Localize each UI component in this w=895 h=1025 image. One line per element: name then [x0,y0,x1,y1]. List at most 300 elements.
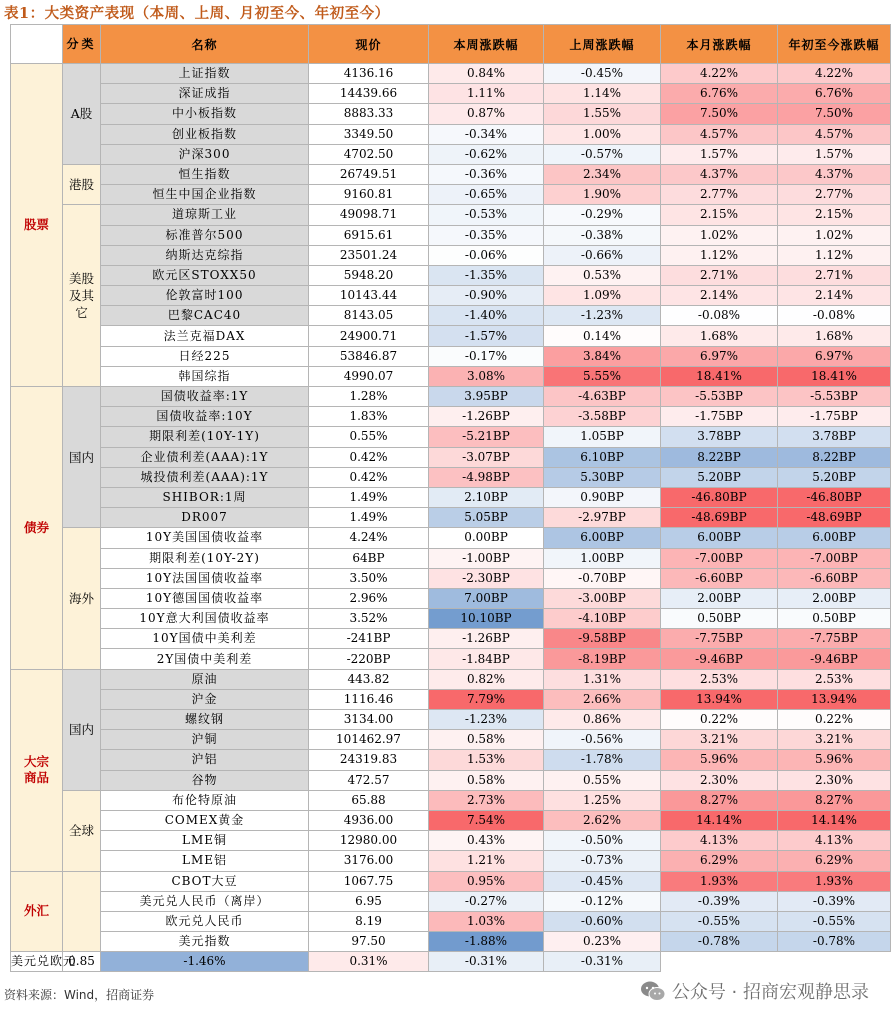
week-change: -1.57% [429,326,544,346]
lastweek-change: -2.97BP [544,508,661,528]
ytd-change: 2.77% [778,185,891,205]
asset-name: SHIBOR:1周 [101,487,309,507]
week-change: 3.08% [429,366,544,386]
ytd-change: 0.50BP [778,609,891,629]
week-change: -0.36% [429,164,544,184]
week-change: -0.90% [429,286,544,306]
asset-name: 中小板指数 [101,104,309,124]
lastweek-change: 0.53% [544,265,661,285]
month-change: 6.97% [661,346,778,366]
table-row [11,387,891,407]
ytd-change: 1.93% [778,871,891,891]
asset-price: 4936.00 [309,810,429,830]
month-change: 2.71% [661,265,778,285]
asset-price: 64BP [309,548,429,568]
lastweek-change: -0.45% [544,64,661,84]
ytd-change: 1.57% [778,144,891,164]
asset-price: 0.42% [309,467,429,487]
lastweek-change: 1.00BP [544,548,661,568]
lastweek-change: 5.30BP [544,467,661,487]
lastweek-change: 1.09% [544,286,661,306]
table-row [11,407,891,427]
ytd-change: 8.22BP [778,447,891,467]
asset-name: 螺纹钢 [101,710,309,730]
lastweek-change: 0.90BP [544,487,661,507]
ytd-change: 3.78BP [778,427,891,447]
week-change: -1.46% [101,952,309,972]
asset-price: 1067.75 [309,871,429,891]
asset-price: 12980.00 [309,831,429,851]
ytd-change: 3.21% [778,730,891,750]
ytd-change: 1.68% [778,326,891,346]
asset-name: LME铝 [101,851,309,871]
category-cell: 大宗商品 [11,669,63,871]
asset-price: 1.49% [309,508,429,528]
month-change: 2.53% [661,669,778,689]
lastweek-change: -0.29% [544,205,661,225]
month-change: -9.46BP [661,649,778,669]
month-change: 5.96% [661,750,778,770]
lastweek-change: -0.70BP [544,568,661,588]
week-change: -3.07BP [429,447,544,467]
asset-name: 10Y德国国债收益率 [101,588,309,608]
month-change: -46.80BP [661,487,778,507]
table-title: 表1：大类资产表现（本周、上周、月初至今、年初至今） [4,5,390,22]
table-row [11,265,891,285]
month-change: 2.15% [661,205,778,225]
lastweek-change: 2.62% [544,810,661,830]
lastweek-change: -0.56% [544,730,661,750]
ytd-change: 8.27% [778,790,891,810]
week-change: -1.40% [429,306,544,326]
asset-name: 布伦特原油 [101,790,309,810]
category-cell: 外汇 [11,871,63,952]
month-change: 2.14% [661,286,778,306]
asset-price: 26749.51 [309,164,429,184]
table-row [11,427,891,447]
ytd-change: 6.76% [778,84,891,104]
asset-name: 期限利差(10Y-2Y) [101,548,309,568]
asset-name: 韩国综指 [101,366,309,386]
week-change: -0.06% [429,245,544,265]
ytd-change: -48.69BP [778,508,891,528]
week-change: 0.58% [429,730,544,750]
watermark [640,978,869,1004]
asset-price: 1116.46 [309,689,429,709]
asset-name: 创业板指数 [101,124,309,144]
ytd-change: -9.46BP [778,649,891,669]
asset-name: 欧元兑人民币 [101,911,309,931]
ytd-change: -6.60BP [778,568,891,588]
asset-name: COMEX黄金 [101,810,309,830]
ytd-change: 13.94% [778,689,891,709]
asset-price: 3.52% [309,609,429,629]
asset-name: LME铜 [101,831,309,851]
lastweek-change: 0.86% [544,710,661,730]
month-change: 4.57% [661,124,778,144]
table-row [11,649,891,669]
category-cell: 债券 [11,387,63,670]
month-change: 4.13% [661,831,778,851]
table-row [11,952,891,972]
month-change: 5.20BP [661,467,778,487]
table-row [11,144,891,164]
ytd-change: -5.53BP [778,387,891,407]
ytd-change: -7.00BP [778,548,891,568]
week-change: -2.30BP [429,568,544,588]
table-row [11,629,891,649]
lastweek-change: 2.34% [544,164,661,184]
asset-name: 上证指数 [101,64,309,84]
week-change: -0.27% [429,891,544,911]
month-change: -0.78% [661,932,778,952]
asset-price: 3349.50 [309,124,429,144]
lastweek-change: -0.73% [544,851,661,871]
category-cell: 股票 [11,64,63,387]
table-row [11,871,891,891]
lastweek-change: 2.66% [544,689,661,709]
lastweek-change: -4.10BP [544,609,661,629]
ytd-change: 14.14% [778,810,891,830]
week-change: -1.26BP [429,407,544,427]
asset-name: 沪深300 [101,144,309,164]
week-change: -4.98BP [429,467,544,487]
lastweek-change: -3.00BP [544,588,661,608]
subcategory-cell: 国内 [63,669,101,790]
lastweek-change: 0.23% [544,932,661,952]
asset-price: 4.24% [309,528,429,548]
table-row [11,508,891,528]
asset-performance-table [10,24,891,972]
asset-name: 国债收益率:10Y [101,407,309,427]
month-change: -0.39% [661,891,778,911]
month-change: 2.30% [661,770,778,790]
week-change: -0.62% [429,144,544,164]
subcategory-cell: A股 [63,64,101,165]
watermark-text: 公众号 · 招商宏观静思录 [671,982,869,1003]
asset-name: 10Y法国国债收益率 [101,568,309,588]
asset-price: 65.88 [309,790,429,810]
asset-name: 法兰克福DAX [101,326,309,346]
table-row [11,790,891,810]
ytd-change: 4.37% [778,164,891,184]
ytd-change: 1.12% [778,245,891,265]
week-change: -1.84BP [429,649,544,669]
table-row [11,730,891,750]
asset-price: 0.42% [309,447,429,467]
week-change: -1.35% [429,265,544,285]
table-row [11,306,891,326]
header-ytd: 年初至今涨跌幅 [778,25,891,64]
asset-name: 巴黎CAC40 [101,306,309,326]
lastweek-change: -0.50% [544,831,661,851]
asset-name: 伦敦富时100 [101,286,309,306]
week-change: -1.23% [429,710,544,730]
month-change: -6.60BP [661,568,778,588]
month-change: 6.76% [661,84,778,104]
month-change: 6.00BP [661,528,778,548]
lastweek-change: -9.58BP [544,629,661,649]
month-change: 4.37% [661,164,778,184]
header-row [11,25,891,64]
month-change: -1.75BP [661,407,778,427]
week-change: -1.26BP [429,629,544,649]
month-change: -7.75BP [661,629,778,649]
month-change: -0.31% [429,952,544,972]
table-row [11,911,891,931]
asset-name: 道琼斯工业 [101,205,309,225]
asset-name: 美元兑人民币（离岸） [101,891,309,911]
header-lastweek: 上周涨跌幅 [544,25,661,64]
month-change: 1.57% [661,144,778,164]
asset-price: 49098.71 [309,205,429,225]
asset-price: 6915.61 [309,225,429,245]
table-row [11,326,891,346]
week-change: -1.88% [429,932,544,952]
month-change: 4.22% [661,64,778,84]
ytd-change: -1.75BP [778,407,891,427]
ytd-change: -0.39% [778,891,891,911]
asset-name: 10Y国债中美利差 [101,629,309,649]
asset-price: 472.57 [309,770,429,790]
table-row [11,528,891,548]
table-row [11,164,891,184]
week-change: 0.43% [429,831,544,851]
table-row [11,225,891,245]
asset-price: 3.50% [309,568,429,588]
asset-price: 6.95 [309,891,429,911]
subcategory-cell: 全球 [63,790,101,871]
ytd-change: -46.80BP [778,487,891,507]
table-row [11,932,891,952]
week-change: 7.79% [429,689,544,709]
table-row [11,831,891,851]
asset-price: 53846.87 [309,346,429,366]
ytd-change: 1.02% [778,225,891,245]
ytd-change: 4.57% [778,124,891,144]
asset-name: 标准普尔500 [101,225,309,245]
asset-name: 城投债利差(AAA):1Y [101,467,309,487]
asset-price: 8883.33 [309,104,429,124]
month-change: 2.00BP [661,588,778,608]
lastweek-change: 6.10BP [544,447,661,467]
week-change: -0.65% [429,185,544,205]
wechat-icon [640,980,666,1002]
month-change: 1.12% [661,245,778,265]
table-body [11,64,891,972]
asset-price: 14439.66 [309,84,429,104]
lastweek-change: 3.84% [544,346,661,366]
month-change: 7.50% [661,104,778,124]
month-change: 3.78BP [661,427,778,447]
lastweek-change: -0.38% [544,225,661,245]
week-change: 1.21% [429,851,544,871]
week-change: 10.10BP [429,609,544,629]
ytd-change: 2.30% [778,770,891,790]
ytd-change: -0.31% [544,952,661,972]
month-change: -0.55% [661,911,778,931]
lastweek-change: 1.05BP [544,427,661,447]
asset-name: 企业债利差(AAA):1Y [101,447,309,467]
month-change: 1.93% [661,871,778,891]
asset-price: 24900.71 [309,326,429,346]
lastweek-change: 1.14% [544,84,661,104]
asset-price: 5948.20 [309,265,429,285]
asset-price: 443.82 [309,669,429,689]
asset-price: 3176.00 [309,851,429,871]
week-change: 2.10BP [429,487,544,507]
asset-name: CBOT大豆 [101,871,309,891]
asset-name: 2Y国债中美利差 [101,649,309,669]
ytd-change: 6.29% [778,851,891,871]
table-row [11,286,891,306]
table-row [11,750,891,770]
ytd-change: 5.20BP [778,467,891,487]
asset-name: 恒生中国企业指数 [101,185,309,205]
table-row [11,568,891,588]
month-change: 18.41% [661,366,778,386]
asset-price: 3134.00 [309,710,429,730]
table-row [11,710,891,730]
ytd-change: 4.22% [778,64,891,84]
lastweek-change: 6.00BP [544,528,661,548]
month-change: 13.94% [661,689,778,709]
asset-name: 美元兑欧元 [11,952,63,972]
asset-name: 10Y美国国债收益率 [101,528,309,548]
week-change: 0.87% [429,104,544,124]
asset-price: 97.50 [309,932,429,952]
table-row [11,810,891,830]
asset-name: 欧元区STOXX50 [101,265,309,285]
asset-name: 美元指数 [101,932,309,952]
table-row [11,104,891,124]
asset-name: 沪金 [101,689,309,709]
lastweek-change: 0.55% [544,770,661,790]
table-row [11,891,891,911]
table-row [11,124,891,144]
week-change: -0.17% [429,346,544,366]
month-change: 6.29% [661,851,778,871]
lastweek-change: 1.31% [544,669,661,689]
lastweek-change: -0.60% [544,911,661,931]
week-change: 3.95BP [429,387,544,407]
week-change: -5.21BP [429,427,544,447]
asset-price: 8143.05 [309,306,429,326]
source-note: 资料来源：Wind，招商证券 [4,988,155,1002]
table-row [11,84,891,104]
table-row [11,346,891,366]
header-month: 本月涨跌幅 [661,25,778,64]
week-change: 1.53% [429,750,544,770]
header-category: 分类 [63,25,101,64]
week-change: 0.84% [429,64,544,84]
asset-price: 23501.24 [309,245,429,265]
table-row [11,669,891,689]
header-blank [11,25,63,64]
week-change: -1.00BP [429,548,544,568]
lastweek-change: -1.78% [544,750,661,770]
ytd-change: 0.22% [778,710,891,730]
table-row [11,64,891,84]
month-change: 3.21% [661,730,778,750]
table-row [11,487,891,507]
lastweek-change: 0.31% [309,952,429,972]
table-row [11,851,891,871]
ytd-change: 2.71% [778,265,891,285]
ytd-change: 2.15% [778,205,891,225]
ytd-change: 2.53% [778,669,891,689]
month-change: -5.53BP [661,387,778,407]
asset-price: 1.28% [309,387,429,407]
asset-price: 10143.44 [309,286,429,306]
asset-price: 4136.16 [309,64,429,84]
asset-price: -220BP [309,649,429,669]
subcategory-cell: 海外 [63,528,101,669]
lastweek-change: -0.45% [544,871,661,891]
month-change: 14.14% [661,810,778,830]
lastweek-change: -3.58BP [544,407,661,427]
table-row [11,588,891,608]
table-row [11,447,891,467]
week-change: -0.53% [429,205,544,225]
asset-price: 4990.07 [309,366,429,386]
lastweek-change: 5.55% [544,366,661,386]
lastweek-change: 1.00% [544,124,661,144]
asset-name: 纳斯达克综指 [101,245,309,265]
lastweek-change: 0.14% [544,326,661,346]
table-row [11,245,891,265]
ytd-change: 6.97% [778,346,891,366]
subcategory-cell [63,871,101,952]
week-change: -0.34% [429,124,544,144]
asset-name: 沪铝 [101,750,309,770]
subcategory-cell: 美股及其它 [63,205,101,387]
month-change: -48.69BP [661,508,778,528]
ytd-change: -0.55% [778,911,891,931]
lastweek-change: -4.63BP [544,387,661,407]
asset-name: 国债收益率:1Y [101,387,309,407]
table-row [11,609,891,629]
lastweek-change: -0.57% [544,144,661,164]
table-row [11,467,891,487]
asset-name: 沪铜 [101,730,309,750]
table-row [11,205,891,225]
asset-name: 10Y意大利国债收益率 [101,609,309,629]
week-change: 2.73% [429,790,544,810]
asset-price: 101462.97 [309,730,429,750]
ytd-change: -0.78% [778,932,891,952]
lastweek-change: -1.23% [544,306,661,326]
lastweek-change: 1.55% [544,104,661,124]
asset-name: 谷物 [101,770,309,790]
asset-name: 原油 [101,669,309,689]
asset-price: 9160.81 [309,185,429,205]
asset-name: 恒生指数 [101,164,309,184]
lastweek-change: -0.66% [544,245,661,265]
week-change: 0.00BP [429,528,544,548]
subcategory-cell: 港股 [63,164,101,204]
month-change: 1.68% [661,326,778,346]
table-row [11,185,891,205]
week-change: 5.05BP [429,508,544,528]
table-row [11,548,891,568]
asset-name: 日经225 [101,346,309,366]
header-price: 现价 [309,25,429,64]
table-row [11,366,891,386]
subcategory-cell: 国内 [63,387,101,528]
month-change: 0.50BP [661,609,778,629]
ytd-change: 7.50% [778,104,891,124]
